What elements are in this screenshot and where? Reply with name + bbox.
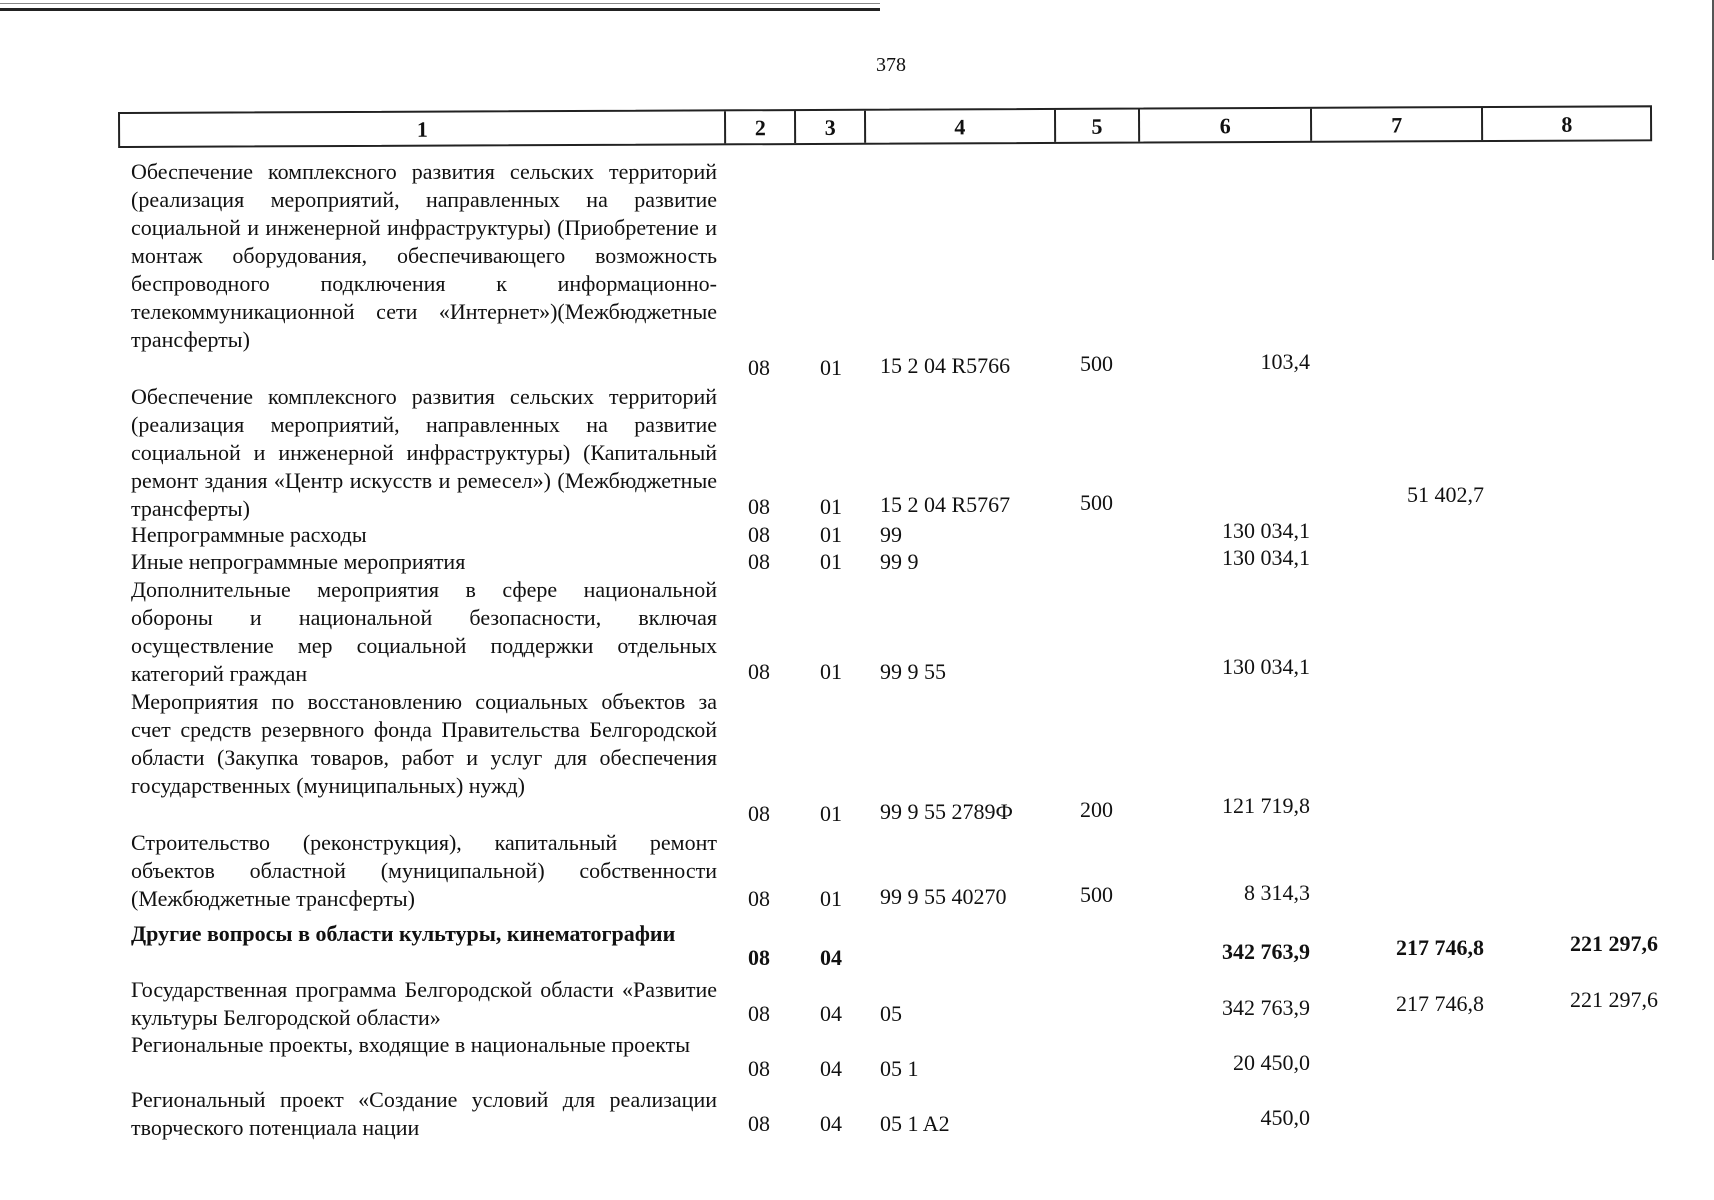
cell-amount-col6: 342 763,9	[1222, 995, 1310, 1020]
row-description: Дополнительные мероприятия в сфере национальной обороны и национальной безопасности, включая осуществление мер социальной поддержки отдельных категорий граждан	[131, 577, 717, 686]
cell-subsection: 01	[820, 355, 842, 380]
row-description: Строительство (реконструкция), капитальный ремонт объектов областной (муниципальной) собственности (Межбюджетные трансферты)	[131, 830, 717, 911]
cell-subsection: 01	[820, 659, 842, 684]
cell-section: 08	[748, 1001, 770, 1026]
cell-amount-col6: 342 763,9	[1222, 939, 1310, 964]
row-description: Обеспечение комплексного развития сельских территорий (реализация мероприятий, направленных на развитие социальной и инженерной инфраструктуры) (Приобретение и монтаж оборудования, обеспечивающего возможность беспроводного подключения к информационно-телекоммуникационной сети «Интернет»)(Межбюджетные трансферты)	[131, 159, 717, 352]
cell-amount-col7: 217 746,8	[1396, 935, 1484, 960]
cell-amount-col7: 217 746,8	[1396, 991, 1484, 1016]
cell-section: 08	[748, 886, 770, 911]
header-col-3: 3	[796, 111, 866, 143]
row-description: Мероприятия по восстановлению социальных объектов за счет средств резервного фонда Правительства Белгородской области (Закупка товаров, работ и услуг для обеспечения государственных (муниципальных) нужд)	[131, 689, 717, 798]
cell-section: 08	[748, 549, 770, 574]
cell-subsection: 04	[820, 1111, 842, 1136]
cell-section: 08	[748, 494, 770, 519]
cell-section: 08	[748, 1056, 770, 1081]
cell-section: 08	[748, 1111, 770, 1136]
cell-amount-col6: 20 450,0	[1233, 1050, 1310, 1075]
scan-edge-line	[0, 3, 880, 4]
row-description: Региональный проект «Создание условий для реализации творческого потенциала нации	[131, 1087, 717, 1140]
cell-target-article: 99	[880, 522, 902, 547]
cell-target-article: 99 9 55 40270	[880, 884, 1007, 909]
cell-amount-col6: 121 719,8	[1222, 793, 1310, 818]
cell-amount-col6: 130 034,1	[1222, 545, 1310, 570]
row-description: Другие вопросы в области культуры, кинематографии	[131, 921, 676, 946]
header-col-2: 2	[726, 111, 796, 143]
cell-amount-col6: 8 314,3	[1244, 880, 1310, 905]
header-col-6: 6	[1140, 109, 1312, 142]
cell-subsection: 04	[820, 1001, 842, 1026]
cell-subsection: 01	[820, 801, 842, 826]
scan-edge-line	[0, 8, 880, 11]
row-description: Обеспечение комплексного развития сельских территорий (реализация мероприятий, направленных на развитие социальной и инженерной инфраструктуры) (Капитальный ремонт здания «Центр искусств и ремесел») (Межбюджетные трансферты)	[131, 384, 717, 521]
cell-amount-col8: 221 297,6	[1570, 931, 1658, 956]
cell-expense-type: 500	[1080, 351, 1113, 376]
cell-amount-col6: 103,4	[1260, 349, 1310, 374]
row-description: Региональные проекты, входящие в национальные проекты	[131, 1032, 691, 1057]
cell-expense-type: 500	[1080, 882, 1113, 907]
cell-subsection: 04	[820, 1056, 842, 1081]
cell-target-article: 05 1 A2	[880, 1111, 950, 1136]
cell-amount-col6: 450,0	[1260, 1105, 1310, 1130]
cell-subsection: 01	[820, 494, 842, 519]
page-number: 378	[876, 54, 906, 76]
cell-target-article: 99 9	[880, 549, 919, 574]
cell-expense-type: 200	[1080, 797, 1113, 822]
row-description: Государственная программа Белгородской области «Развитие культуры Белгородской области»	[131, 977, 717, 1030]
header-col-1: 1	[120, 111, 727, 146]
cell-section: 08	[748, 945, 770, 970]
cell-section: 08	[748, 522, 770, 547]
cell-target-article: 99 9 55 2789Ф	[880, 799, 1013, 824]
cell-section: 08	[748, 659, 770, 684]
cell-amount-col8: 221 297,6	[1570, 987, 1658, 1012]
cell-target-article: 15 2 04 R5766	[880, 353, 1011, 378]
row-description: Непрограммные расходы	[131, 522, 367, 547]
header-col-5: 5	[1056, 110, 1141, 142]
cell-target-article: 15 2 04 R5767	[880, 492, 1011, 517]
cell-amount-col7: 51 402,7	[1407, 482, 1484, 507]
cell-subsection: 01	[820, 549, 842, 574]
header-col-7: 7	[1312, 108, 1484, 141]
cell-subsection: 04	[820, 945, 842, 970]
row-description: Иные непрограммные мероприятия	[131, 549, 466, 574]
cell-subsection: 01	[820, 886, 842, 911]
cell-target-article: 99 9 55	[880, 659, 946, 684]
cell-amount-col6: 130 034,1	[1222, 518, 1310, 543]
header-col-8: 8	[1561, 111, 1573, 137]
cell-target-article: 05	[880, 1001, 902, 1026]
table-header	[118, 105, 1652, 148]
cell-target-article: 05 1	[880, 1056, 919, 1081]
cell-amount-col6: 130 034,1	[1222, 654, 1310, 679]
cell-section: 08	[748, 801, 770, 826]
cell-subsection: 01	[820, 522, 842, 547]
cell-section: 08	[748, 355, 770, 380]
cell-expense-type: 500	[1080, 490, 1113, 515]
header-col-4: 4	[866, 110, 1056, 143]
